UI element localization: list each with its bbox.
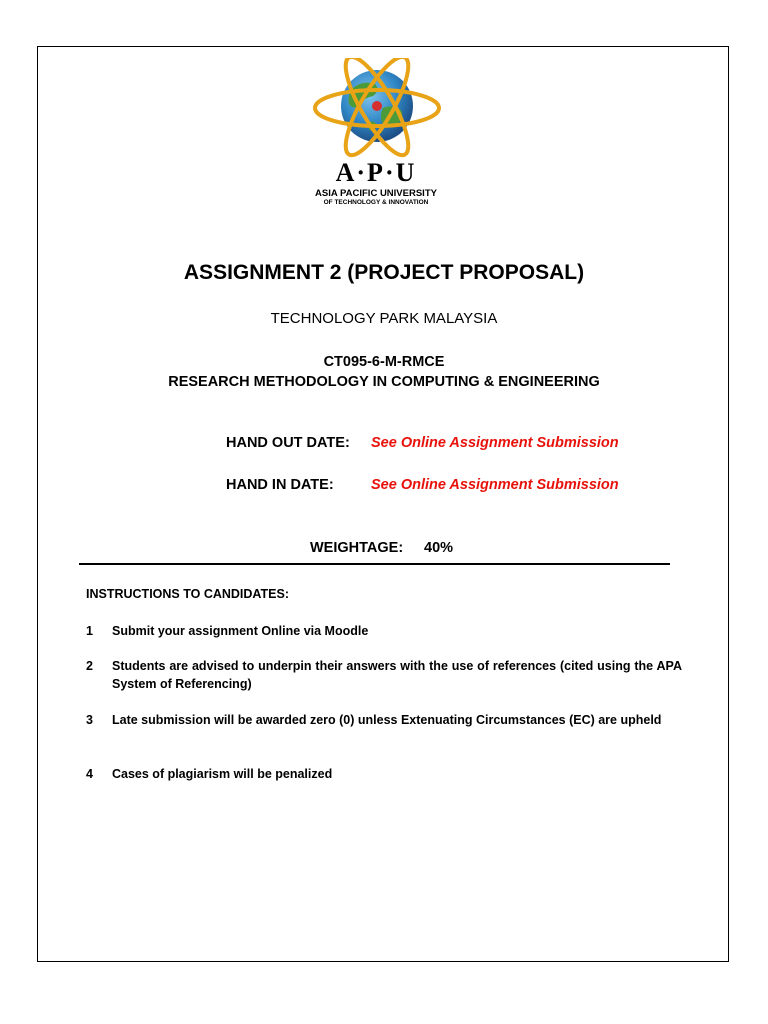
weightage-label: WEIGHTAGE: [310,540,404,556]
instruction-text: Late submission will be awarded zero (0) unless Extenuating Circumstances (EC) are upheld [112,713,662,727]
hand-in-date-label: HAND IN DATE: [226,477,334,493]
logo-line-technology: OF TECHNOLOGY & INNOVATION [323,199,429,206]
instruction-text: Cases of plagiarism will be penalized [112,767,333,781]
page-title: ASSIGNMENT 2 (PROJECT PROPOSAL) [183,261,585,284]
weightage-value: 40% [424,540,454,556]
instruction-number: 1 [86,624,93,638]
logo-wordmark: A·P·U [335,158,417,187]
instruction-number: 3 [86,713,93,727]
module-code: CT095-6-M-RMCE [323,354,445,370]
hand-out-date-label: HAND OUT DATE: [226,435,350,451]
university-logo [291,58,461,208]
hand-in-date-value: See Online Assignment Submission [371,477,619,493]
hand-out-date-value: See Online Assignment Submission [371,435,619,451]
instructions-heading: INSTRUCTIONS TO CANDIDATES: [86,587,290,601]
module-name: RESEARCH METHODOLOGY IN COMPUTING & ENGINEERING [168,374,600,390]
atom-globe-icon [291,58,461,168]
section-divider [79,563,670,565]
campus-location: TECHNOLOGY PARK MALAYSIA [270,310,498,327]
instruction-number: 4 [86,767,93,781]
instruction-text: Submit your assignment Online via Moodle [112,624,369,638]
instruction-number: 2 [86,659,93,673]
instruction-text: Students are advised to underpin their answers with the use of references (cited using the APA System of Referencing) [112,659,682,691]
logo-line-university: ASIA PACIFIC UNIVERSITY [315,188,437,199]
